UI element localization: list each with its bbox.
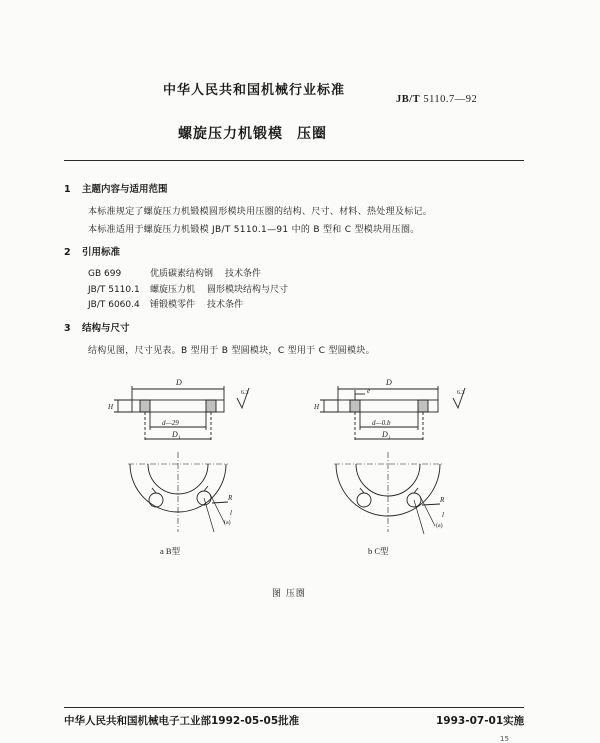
section-1-heading — [64, 181, 168, 195]
section-1-paragraph-1: 本标准规定了螺旋压力机锻模圆形模块用压圈的结构、尺寸、材料、热处理及标记。 — [88, 207, 433, 217]
document-title — [178, 123, 327, 143]
figure-c-type — [310, 372, 480, 562]
reference-item — [88, 297, 243, 310]
reference-name: 优质碳素结构钢 — [150, 269, 214, 279]
radius-leader — [422, 504, 440, 505]
section-1-paragraph-2: 本标准适用于螺旋压力机锻模 JB/T 5110.1—91 中的 B 型和 C 型模块用压圈。 — [88, 225, 420, 235]
figure-b-type — [100, 372, 260, 562]
label-D1: D₁ — [382, 430, 391, 439]
reference-item — [88, 266, 261, 279]
bolt-hole-section-right — [418, 400, 428, 412]
reference-note: 圆形模块结构与尺寸 — [207, 285, 289, 295]
bolt-hole-section-right — [206, 400, 216, 412]
header-rule — [64, 160, 524, 161]
figure-b-label: a B型 — [160, 546, 181, 556]
label-l: l — [442, 511, 444, 519]
section-1-number: 1 — [64, 184, 71, 195]
bolt-slot-left — [149, 493, 163, 507]
label-a: (a) — [224, 520, 231, 526]
document-title-main: 螺旋压力机锻模 — [178, 126, 283, 142]
standard-prefix: JB/T — [396, 94, 421, 105]
reference-code: JB/T 5110.1 — [88, 285, 140, 295]
reference-name: 螺旋压力机 — [150, 285, 196, 295]
footer-rule — [64, 707, 524, 708]
section-3-heading — [64, 320, 130, 334]
label-l: l — [230, 509, 232, 517]
label-a: (a) — [436, 523, 443, 529]
document-title-sub: 压圈 — [297, 126, 327, 142]
section-2-title: 引用标准 — [82, 247, 121, 258]
standard-number — [396, 94, 477, 105]
reference-name: 锤锻模零件 — [150, 300, 196, 310]
bolt-slot-left — [357, 493, 371, 507]
label-D1: D₁ — [172, 430, 181, 439]
reference-note: 技术条件 — [225, 269, 262, 279]
label-H: H — [108, 403, 114, 411]
label-d: d—0.b — [372, 419, 391, 427]
effective-date: 1993-07-01实施 — [436, 715, 525, 727]
page-number: 15 — [500, 735, 509, 743]
figure-c-label: b C型 — [368, 546, 389, 556]
label-d: d—29 — [162, 419, 179, 427]
label-roughness: 6.3 — [457, 390, 465, 396]
reference-note: 技术条件 — [207, 300, 244, 310]
label-H: H — [314, 403, 320, 411]
issuer-title: 中华人民共和国机械行业标准 — [163, 83, 346, 98]
section-1-title: 主题内容与适用范围 — [82, 184, 168, 195]
section-2-number: 2 — [64, 247, 71, 258]
section-3-title: 结构与尺寸 — [82, 323, 130, 334]
label-roughness: 6.3 — [241, 390, 249, 396]
label-e: e — [367, 387, 371, 395]
bolt-hole-section-left — [140, 400, 150, 412]
label-D: D — [386, 378, 392, 387]
figure-caption: 图 压圈 — [272, 589, 306, 599]
label-R: R — [228, 494, 233, 502]
issued-date: 中华人民共和国机械电子工业部1992-05-05批准 — [64, 715, 300, 727]
label-R: R — [440, 496, 445, 504]
reference-code: GB 699 — [88, 269, 122, 279]
section-2-heading — [64, 244, 120, 258]
label-D: D — [176, 378, 182, 387]
section-3-number: 3 — [64, 323, 71, 334]
bolt-hole-section-left — [350, 400, 360, 412]
standard-code: 5110.7—92 — [423, 94, 478, 105]
reference-code: JB/T 6060.4 — [88, 300, 140, 310]
reference-item — [88, 282, 288, 295]
section-3-paragraph-1: 结构见图，尺寸见表。B 型用于 B 型圆模块，C 型用于 C 型圆模块。 — [88, 346, 375, 356]
